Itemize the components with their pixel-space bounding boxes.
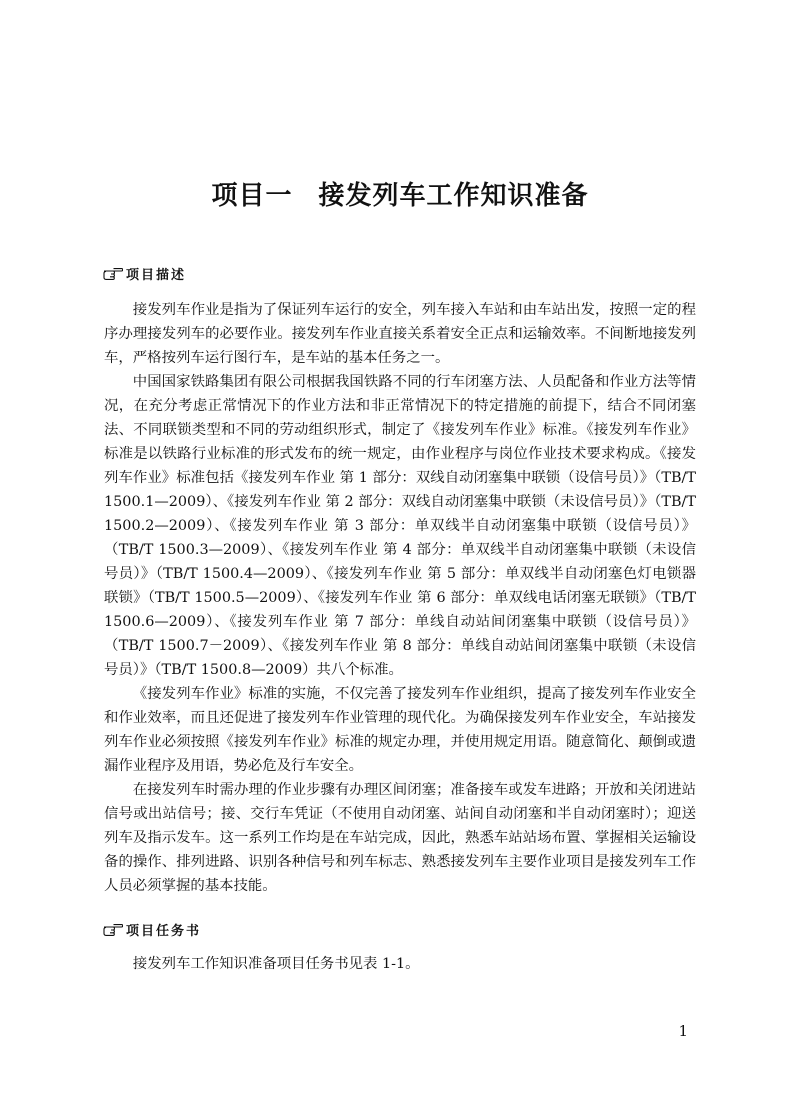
- paragraph: 中国国家铁路集团有限公司根据我国铁路不同的行车闭塞方法、人员配备和作业方法等情况，在充分考虑正常情况下的作业方法和非正常情况下的特定措施的前提下，结合不同闭塞法、不同联锁类型和不同的劳动组织形式，制定了《接发列车作业》标准。《接发列车作业》标准是以铁路行业标准的形式发布的统一规定，由作业程序与岗位作业技术要求构成。《接发列车作业》标准包括《接发列车作业 第 1 部分：双线自动闭塞集中联锁（设信号员）》（TB/T 1500.1—2009）、《接发列车作业 第 2 部分：双线自动闭塞集中联锁（未设信号员）》（TB/T 1500.2—2009）、《接发列车作业 第 3 部分：单双线半自动闭塞集中联锁（设信号员）》（TB/T 1500.3—2009）、《接发列车作业 第 4 部分：单双线半自动闭塞集中联锁（未设信号员）》（TB/T 1500.4—2009）、《接发列车作业 第 5 部分：单双线半自动闭塞色灯电锁器联锁》（TB/T 1500.5—2009）、《接发列车作业 第 6 部分：单双线电话闭塞无联锁》（TB/T 1500.6—2009）、《接发列车作业 第 7 部分：单线自动站间闭塞集中联锁（设信号员）》（TB/T 1500.7－2009）、《接发列车作业 第 8 部分：单线自动站间闭塞集中联锁（未设信号员）》（TB/T 1500.8—2009）共八个标准。: [104, 374, 696, 678]
- paragraph: 接发列车作业是指为了保证列车运行的安全，列车接入车站和由车站出发，按照一定的程序办理接发列车的必要作业。接发列车作业直接关系着安全正点和运输效率。不间断地接发列车，严格按列车运行图行车，是车站的基本任务之一。: [104, 302, 696, 366]
- section-heading-taskbook: [103, 920, 201, 939]
- chapter-title-prefix: 项目一: [211, 181, 293, 211]
- chapter-title-main: 接发列车工作知识准备: [318, 181, 589, 211]
- paragraph: 《接发列车作业》标准的实施，不仅完善了接发列车作业组织，提高了接发列车作业安全和作业效率，而且还促进了接发列车作业管理的现代化。为确保接发列车作业安全，车站接发列车作业必须按照《接发列车作业》标准的规定办理，并使用规定用语。随意简化、颠倒或遗漏作业程序及用语，势必危及行车安全。: [104, 686, 696, 774]
- section-heading-description: [103, 264, 186, 283]
- pointing-hand-icon: [103, 268, 123, 280]
- taskbook-body: [104, 952, 696, 976]
- paragraph: 在接发列车时需办理的作业步骤有办理区间闭塞；准备接车或发车进路；开放和关闭进站信号或出站信号；接、交行车凭证（不使用自动闭塞、站间自动闭塞和半自动闭塞时）；迎送列车及指示发车。这一系列工作均是在车站完成，因此，熟悉车站站场布置、掌握相关运输设备的操作、排列进路、识别各种信号和列车标志、熟悉接发列车主要作业项目是接发列车工作人员必须掌握的基本技能。: [104, 782, 696, 894]
- section-heading-text: 项目描述: [126, 268, 187, 283]
- page-number: 1: [678, 1022, 688, 1040]
- section-heading-text: 项目任务书: [126, 924, 202, 939]
- description-body: [104, 298, 696, 898]
- chapter-title: [0, 175, 800, 212]
- paragraph: 接发列车工作知识准备项目任务书见表 1-1。: [132, 956, 420, 972]
- pointing-hand-icon: [103, 924, 123, 936]
